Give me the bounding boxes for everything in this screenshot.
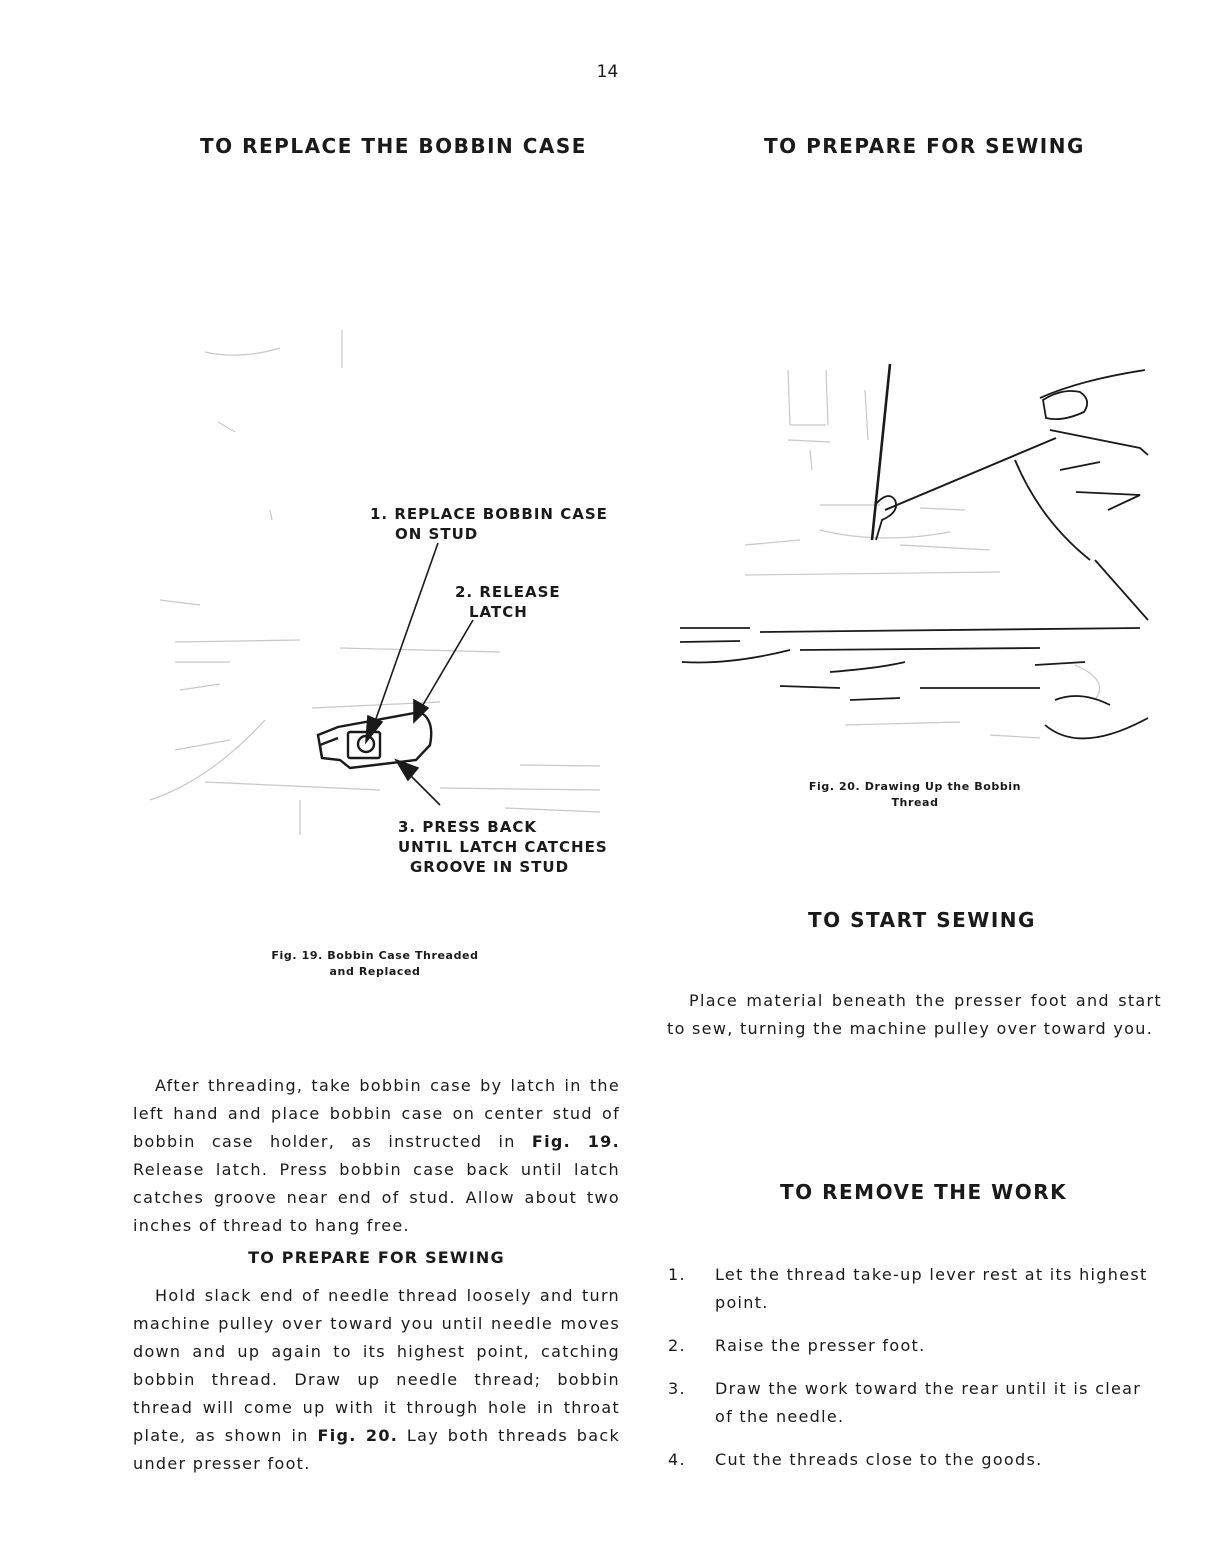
list-item — [668, 1375, 1162, 1431]
fig20-reference: Fig. 20. — [317, 1426, 399, 1445]
right-heading: TO PREPARE FOR SEWING — [764, 134, 1085, 158]
fig20-caption-line-1: Fig. 20. Drawing Up the Bobbin — [808, 780, 1022, 793]
step-number: 2. — [668, 1336, 686, 1355]
prepare-sewing-text-1: Hold slack end of needle thread loosely and turn machine pulley over toward you until needle moves down and up again to its highest point, catching bobbin thread. Draw up needle thread; bobbin thread will come up with it through hole in throat plate, as shown in — [133, 1286, 620, 1445]
fig19-caption-line-1: Fig. 19. Bobbin Case Threaded — [271, 949, 479, 962]
prepare-sewing-text-2: Lay both threads back under presser foot. — [133, 1426, 621, 1473]
list-item — [668, 1446, 1162, 1474]
remove-work-heading: TO REMOVE THE WORK — [780, 1180, 1068, 1204]
callout-2-line-2: LATCH — [469, 603, 528, 621]
start-sewing-text: Place material beneath the presser foot and start to sew, turning the machine pulley over toward you. — [667, 991, 1162, 1038]
step-text: Let the thread take-up lever rest at its highest point. — [715, 1265, 1148, 1312]
faint-machine-parts — [745, 370, 1100, 738]
prepare-sewing-paragraph — [133, 1282, 620, 1478]
fig19-reference: Fig. 19. — [531, 1132, 620, 1151]
callout-1-line-2: ON STUD — [395, 525, 479, 543]
page-number: 14 — [596, 62, 619, 82]
step-number: 1. — [668, 1265, 686, 1284]
callout-3-line-1: 3. PRESS BACK — [398, 818, 537, 836]
callout-2-line-1: 2. RELEASE — [455, 583, 561, 601]
step-text: Raise the presser foot. — [715, 1336, 926, 1355]
fig20-line-art — [680, 364, 1148, 738]
list-item — [668, 1332, 1162, 1360]
callout-1-line-1: 1. REPLACE BOBBIN CASE — [370, 505, 608, 523]
left-heading: TO REPLACE THE BOBBIN CASE — [200, 134, 587, 158]
after-threading-paragraph — [133, 1072, 620, 1240]
list-item — [668, 1261, 1162, 1317]
step-text: Cut the threads close to the goods. — [715, 1450, 1043, 1469]
step-number: 4. — [668, 1450, 686, 1469]
after-threading-text-2: Release latch. Press bobbin case back until latch catches groove near end of stud. Allow about two inches of thread to hang free. — [133, 1160, 620, 1235]
callout-3-line-3: GROOVE IN STUD — [410, 858, 570, 876]
prepare-sewing-subheading: TO PREPARE FOR SEWING — [248, 1248, 505, 1267]
after-threading-text-1: After threading, take bobbin case by latch in the left hand and place bobbin case on center stud of bobbin case holder, as instructed in — [133, 1076, 620, 1151]
step-text: Draw the work toward the rear until it is clear of the needle. — [715, 1379, 1142, 1426]
callout-3-line-2: UNTIL LATCH CATCHES — [398, 838, 608, 856]
step-number: 3. — [668, 1379, 686, 1398]
start-sewing-heading: TO START SEWING — [808, 908, 1036, 932]
fig20-caption-line-2: Thread — [891, 796, 939, 809]
fig20-caption — [800, 779, 1030, 811]
remove-work-steps — [668, 1261, 1162, 1489]
fig19-caption-line-2: and Replaced — [329, 965, 421, 978]
